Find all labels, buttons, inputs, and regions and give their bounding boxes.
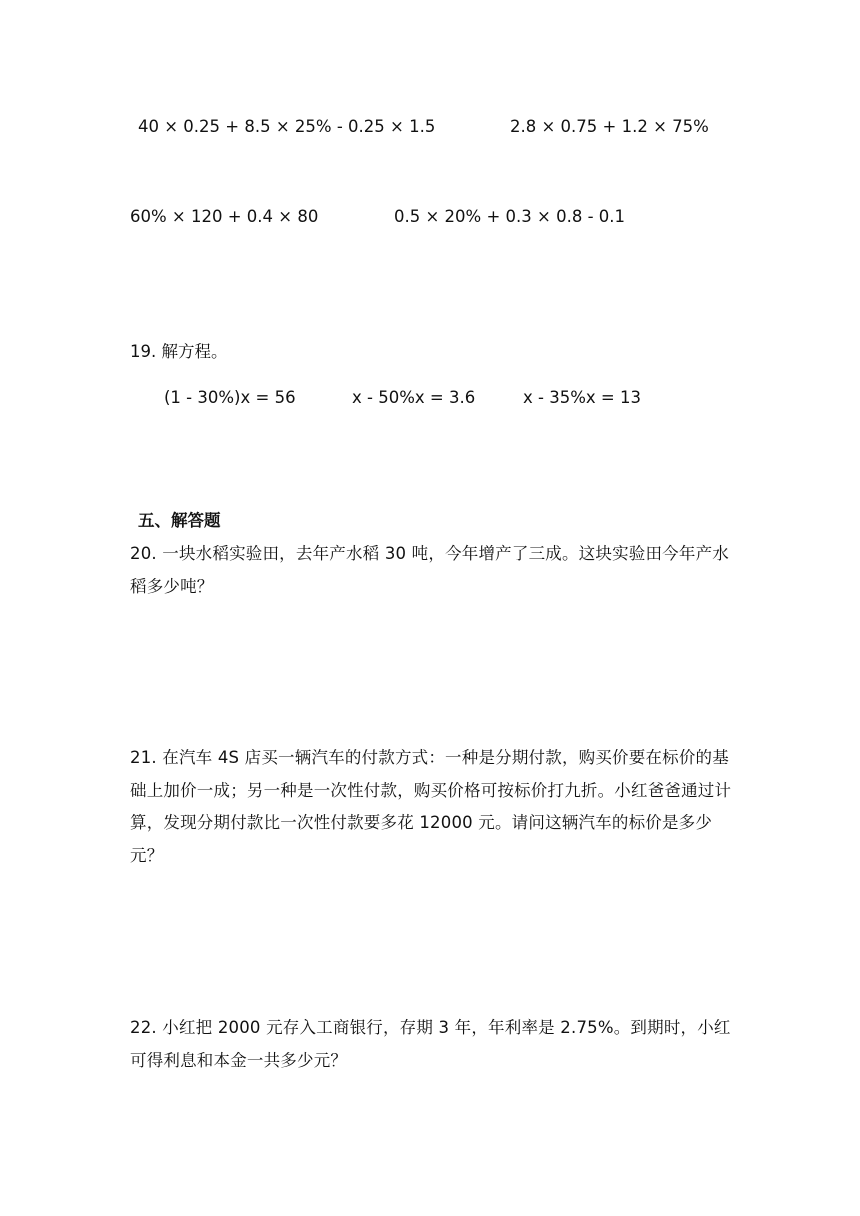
expression-2: 2.8 × 0.75 + 1.2 × 75% xyxy=(510,117,709,136)
expression-4: 0.5 × 20% + 0.3 × 0.8 - 0.1 xyxy=(394,207,626,226)
equation-3: x - 35%x = 13 xyxy=(523,388,641,407)
question-21: 21. 在汽车 4S 店买一辆汽车的付款方式：一种是分期付款，购买价要在标价的基础上加价一成；另一种是一次性付款，购买价格可按标价打九折。小红爸爸通过计算，发现分期付款比一次性付款要多花 12000 元。请问这辆汽车的标价是多少元？ xyxy=(130,748,732,865)
question-22: 22. 小红把 2000 元存入工商银行，存期 3 年，年利率是 2.75%。到期时，小红可得利息和本金一共多少元？ xyxy=(130,1018,731,1070)
question-20: 20. 一块水稻实验田，去年产水稻 30 吨，今年增产了三成。这块实验田今年产水稻多少吨？ xyxy=(130,544,729,596)
equation-2: x - 50%x = 3.6 xyxy=(352,388,476,407)
expression-3: 60% × 120 + 0.4 × 80 xyxy=(130,207,319,226)
section-heading: 五、解答题 xyxy=(138,511,221,530)
question-19-title: 19. 解方程。 xyxy=(130,342,228,361)
expression-1: 40 × 0.25 + 8.5 × 25% - 0.25 × 1.5 xyxy=(138,117,436,136)
equation-1: (1 - 30%)x = 56 xyxy=(164,388,296,407)
